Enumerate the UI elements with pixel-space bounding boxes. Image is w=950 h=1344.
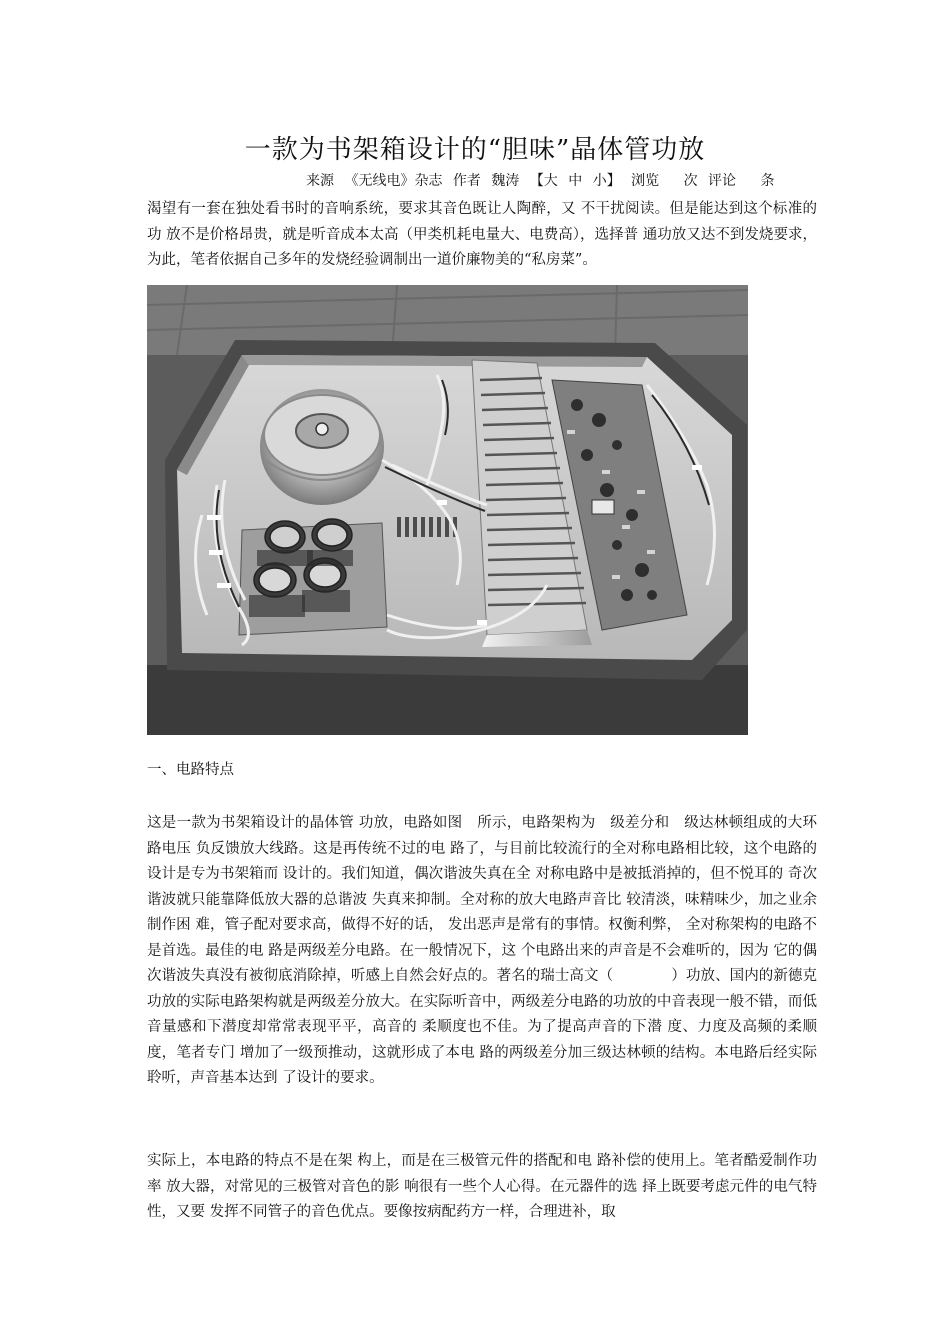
section-heading: 一、电路特点 bbox=[147, 762, 234, 778]
article-meta: 来源 《无线电》杂志 作者 魏涛 【大 中 小】 浏览 次 评论 条 bbox=[306, 173, 775, 189]
body-paragraph-1: 这是一款为书架箱设计的晶体管 功放，电路如图 所示，电路架构为 级差分和 级达林顿组成的大环路电压 负反馈放大线路。这是再传统不过的电 路了，与目前比较流行的全对称电路相比较，这个电路的设计是专为书架箱而 设计的。我们知道，偶次谐波失真在全 对称电路中是被抵消掉的，但不悦耳的 奇次谐波就只能靠降低放大器的总谐波 失真来抑制。全对称的放大电路声音比 较清淡，味精味少，加之业余制作困 难，管子配对要求高，做得不好的话， 发出恶声是常有的事情。权衡利弊， 全对称架构的电路不是首选。最佳的电 路是两级差分电路。在一般情况下，这 个电路出来的声音是不会难听的，因为 它的偶次谐波失真没有被彻底消除掉，听感上自然会好点的。著名的瑞士高文（ ）功放、国内的新德克 功放的实际电路架构就是两级差分放大。在实际听音中，两级差分电路的功放的中音表现一般不错，而低音量感和下潜度却常常表现平平，高音的 柔顺度也不佳。为了提高声音的下潜 度、力度及高频的柔顺度，笔者专门 增加了一级预推动，这就形成了本电 路的两级差分加三级达林顿的结构。本电路后经实际聆听，声音基本达到 了设计的要求。 bbox=[147, 815, 817, 1086]
body-paragraph-2: 实际上，本电路的特点不是在架 构上，而是在三极管元件的搭配和电 路补偿的使用上。笔者酷爱制作功率 放大器，对常见的三极管对音色的影 响很有一些个人心得。在元器件的选 择上既要考虑元件的电气特性，又要 发挥不同管子的音色优点。要像按病配药方一样，合理进补，取 bbox=[147, 1153, 817, 1220]
amplifier-interior-photo bbox=[147, 285, 748, 735]
intro-paragraph: 渴望有一套在独处看书时的音响系统，要求其音色既让人陶醉，又 不干扰阅读。但是能达到这个标准的功 放不是价格昂贵，就是听音成本太高（甲类机耗电量大、电费高），选择普 通功放又达不到发烧要求，为此，笔者依据自己多年的发烧经验调制出一道价廉物美的“私房菜”。 bbox=[147, 201, 817, 268]
article-title: 一款为书架箱设计的“胆味”晶体管功放 bbox=[244, 135, 706, 166]
